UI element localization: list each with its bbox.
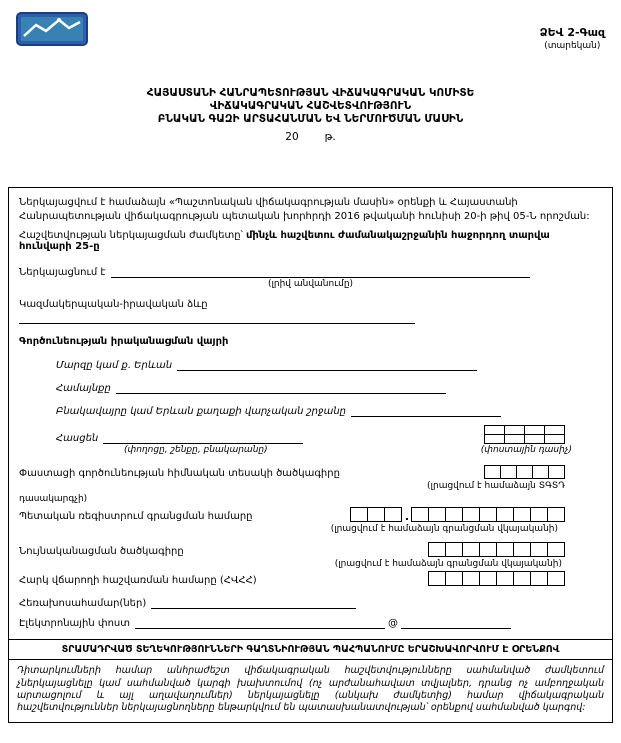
form-header bbox=[8, 87, 613, 143]
legal-liability-note: Դիտարկումների համար անհրաժեշտ վիճակագրական հաշվետվությունները սահմանված ժամկետում չներկայացնելը կամ սահմանված կարգի խախտումով (ոչ արժանահավատ տվյալներ, դրանց ոչ ամբողջական արտացոլում և այլ աղավաղումներ) ներկայացնելը (անկախ ժամկետից) համար վիճակագրական հաշվետվություններ ներկայացնողները ենթարկվում են պատասխանատվության՝ օրենքով սահմանված կարգով: bbox=[17, 665, 604, 714]
form-code-block bbox=[540, 26, 605, 51]
address-hints-row bbox=[19, 445, 602, 455]
form-code: ՁԵՎ 2-Գազ bbox=[539, 26, 605, 39]
identification-code-cell[interactable] bbox=[496, 542, 514, 557]
community-row bbox=[56, 382, 602, 394]
activity-code-cell[interactable] bbox=[500, 465, 517, 479]
community-label: Համայնքը bbox=[56, 383, 111, 395]
activity-code-cell[interactable] bbox=[532, 465, 549, 479]
legal-form-row bbox=[19, 299, 602, 310]
identification-code-cell[interactable] bbox=[428, 542, 446, 557]
report-type-title: ՎԻՃԱԿԱԳՐԱԿԱՆ ՀԱՇՎԵՏՎՈՒԹՅՈՒՆ bbox=[209, 100, 412, 113]
community-input-field[interactable] bbox=[116, 382, 446, 394]
deadline-line bbox=[19, 230, 602, 252]
phone-row bbox=[19, 597, 602, 609]
tin-cell[interactable] bbox=[462, 571, 480, 586]
register-number-cell[interactable] bbox=[462, 507, 480, 522]
legal-form-label: Կազմակերպական-իրավական ձևը bbox=[19, 299, 208, 311]
register-number-cell[interactable] bbox=[367, 507, 385, 522]
activity-code-cell[interactable] bbox=[516, 465, 533, 479]
email-at-sign: @ bbox=[388, 618, 399, 630]
activity-code-row bbox=[19, 465, 602, 479]
legal-form-input-field[interactable] bbox=[19, 312, 415, 324]
settlement-input-field[interactable] bbox=[351, 405, 501, 417]
email-local-input-field[interactable] bbox=[135, 617, 385, 629]
postal-code-cell[interactable] bbox=[504, 434, 525, 444]
identification-code-cell[interactable] bbox=[513, 542, 531, 557]
register-number-cell[interactable] bbox=[547, 507, 565, 522]
identification-code-row bbox=[19, 542, 602, 557]
email-row bbox=[19, 617, 602, 629]
tin-cell[interactable] bbox=[496, 571, 514, 586]
activity-location-heading: Գործունեության իրականացման վայրի bbox=[19, 336, 229, 348]
activity-code-label: Փաստացի գործունեության հիմնական տեսակի ծածկագիրը bbox=[19, 468, 340, 480]
postal-code-cell[interactable] bbox=[544, 434, 565, 444]
register-number-cell[interactable] bbox=[445, 507, 463, 522]
postal-code-cells bbox=[484, 425, 565, 444]
address-label: Հասցեն bbox=[56, 433, 99, 445]
phone-input-field[interactable] bbox=[151, 597, 356, 609]
register-number-cell[interactable] bbox=[496, 507, 514, 522]
identification-code-label: Նույնականացման ծածկագիրը bbox=[19, 546, 184, 558]
phone-label: Հեռախոսահամար(ներ) bbox=[19, 598, 147, 610]
region-label: Մարզը կամ ք. Երևան bbox=[56, 360, 173, 372]
committee-title: ՀԱՅԱՍՏԱՆԻ ՀԱՆՐԱՊԵՏՈՒԹՅԱՆ ՎԻՃԱԿԱԳՐԱԿԱՆ ԿՈՄԻՏԵ bbox=[146, 87, 475, 99]
identification-code-cell[interactable] bbox=[530, 542, 548, 557]
state-register-label: Պետական ռեգիստրում գրանցման համարը bbox=[19, 511, 253, 523]
year-line bbox=[8, 130, 613, 143]
year-prefix: 20 bbox=[285, 131, 299, 144]
postal-code-cell[interactable] bbox=[524, 434, 545, 444]
tin-cell[interactable] bbox=[513, 571, 531, 586]
activity-code-cells bbox=[484, 465, 565, 479]
postal-code-cell[interactable] bbox=[484, 434, 505, 444]
tin-cell[interactable] bbox=[479, 571, 497, 586]
state-register-row bbox=[19, 507, 602, 522]
postal-code-hint: (փոստային դասիչ) bbox=[480, 445, 572, 456]
region-row bbox=[56, 359, 602, 371]
identification-code-cell[interactable] bbox=[479, 542, 497, 557]
identification-code-hint: (լրացվում է համաձայն գրանցման վկայականի) bbox=[334, 559, 562, 570]
address-input-field[interactable] bbox=[103, 432, 303, 444]
identification-code-cell[interactable] bbox=[462, 542, 480, 557]
state-register-cells bbox=[350, 507, 565, 522]
presenter-row bbox=[19, 266, 602, 278]
register-number-cell[interactable] bbox=[350, 507, 368, 522]
presenter-input-field[interactable] bbox=[111, 266, 530, 278]
presenter-label: Ներկայացնում է bbox=[19, 267, 106, 279]
register-number-separator: . bbox=[404, 510, 409, 524]
region-input-field[interactable] bbox=[177, 359, 477, 371]
identification-code-cells bbox=[428, 542, 565, 557]
postal-code-row-2 bbox=[484, 434, 565, 444]
register-number-cell[interactable] bbox=[479, 507, 497, 522]
register-number-cell[interactable] bbox=[428, 507, 446, 522]
address-row bbox=[56, 425, 602, 444]
register-number-cell[interactable] bbox=[411, 507, 429, 522]
tin-cell[interactable] bbox=[428, 571, 446, 586]
form-periodicity: (տարեկան) bbox=[544, 41, 601, 51]
activity-code-hint-line2: դասակարգչի) bbox=[19, 494, 88, 505]
presenter-hint: (լրիվ անվանումը) bbox=[267, 279, 354, 290]
identification-code-cell[interactable] bbox=[547, 542, 565, 557]
settlement-row bbox=[56, 405, 602, 417]
tin-cell[interactable] bbox=[530, 571, 548, 586]
form-fields-section bbox=[9, 188, 612, 631]
deadline-value: մինչև հաշվետու ժամանակաշրջանին հաջորդող տարվա հունվարի 25-ը bbox=[19, 230, 550, 253]
state-register-hint: (լրացվում է համաձայն գրանցման վկայականի) bbox=[330, 524, 558, 535]
email-label: Էլեկտրոնային փոստ bbox=[19, 618, 131, 630]
tin-cells bbox=[428, 571, 565, 586]
settlement-label: Բնակավայրը կամ Երևան քաղաքի վարչական շրջանը bbox=[56, 406, 347, 418]
register-number-cell[interactable] bbox=[384, 507, 402, 522]
activity-code-cell[interactable] bbox=[548, 465, 565, 479]
tin-cell[interactable] bbox=[547, 571, 565, 586]
report-subject-title: ԲՆԱԿԱՆ ԳԱԶԻ ԱՐՏԱՀԱՆՄԱՆ ԵՎ ՆԵՐՄՈՒԾՄԱՆ ՄԱՍԻՆ bbox=[157, 113, 464, 126]
register-number-cell[interactable] bbox=[530, 507, 548, 522]
activity-location-heading-row bbox=[19, 336, 602, 347]
confidentiality-banner: ՏՐԱՄԱԴՐՎԱԾ ՏԵՂԵԿՈՒԹՅՈՒՆՆԵՐԻ ԳԱՂՏՆԻՈՒԹՅԱՆ ՊԱՀՊԱՆՈՒՄԸ ԵՐԱՇԽԱՎՈՐՎՈՒՄ Է ՕՐԵՆՔՈՎ bbox=[9, 639, 612, 660]
register-number-cell[interactable] bbox=[513, 507, 531, 522]
tin-label: Հարկ վճարողի հաշվառման համարը (ՀՎՀՀ) bbox=[19, 575, 257, 587]
tin-row bbox=[19, 571, 602, 586]
deadline-label: Հաշվետվության ներկայացման ժամկետը՝ bbox=[19, 230, 243, 242]
activity-code-hint-line1: (լրացվում է համաձայն ՏԳՏԴ bbox=[427, 481, 565, 492]
armstat-logo-icon bbox=[16, 12, 88, 46]
identification-code-cell[interactable] bbox=[445, 542, 463, 557]
top-bar bbox=[8, 10, 613, 51]
year-suffix: թ. bbox=[324, 131, 336, 144]
tin-cell[interactable] bbox=[445, 571, 463, 586]
email-domain-input-field[interactable] bbox=[401, 617, 511, 629]
year-input-field[interactable] bbox=[299, 130, 325, 140]
form-body-box bbox=[8, 187, 613, 722]
legal-basis-text: Ներկայացվում է համաձայն «Պաշտոնական վիճակագրության մասին» օրենքի և Հայաստանի Հանրապետության վիճակագրության պետական խորհրդի 2016 թվականի հունիսի 20-ի թիվ 05-Ն որոշման: bbox=[19, 197, 590, 223]
address-hint: (փողոցը, շենքը, բնակարանը) bbox=[124, 445, 268, 456]
activity-code-cell[interactable] bbox=[484, 465, 501, 479]
